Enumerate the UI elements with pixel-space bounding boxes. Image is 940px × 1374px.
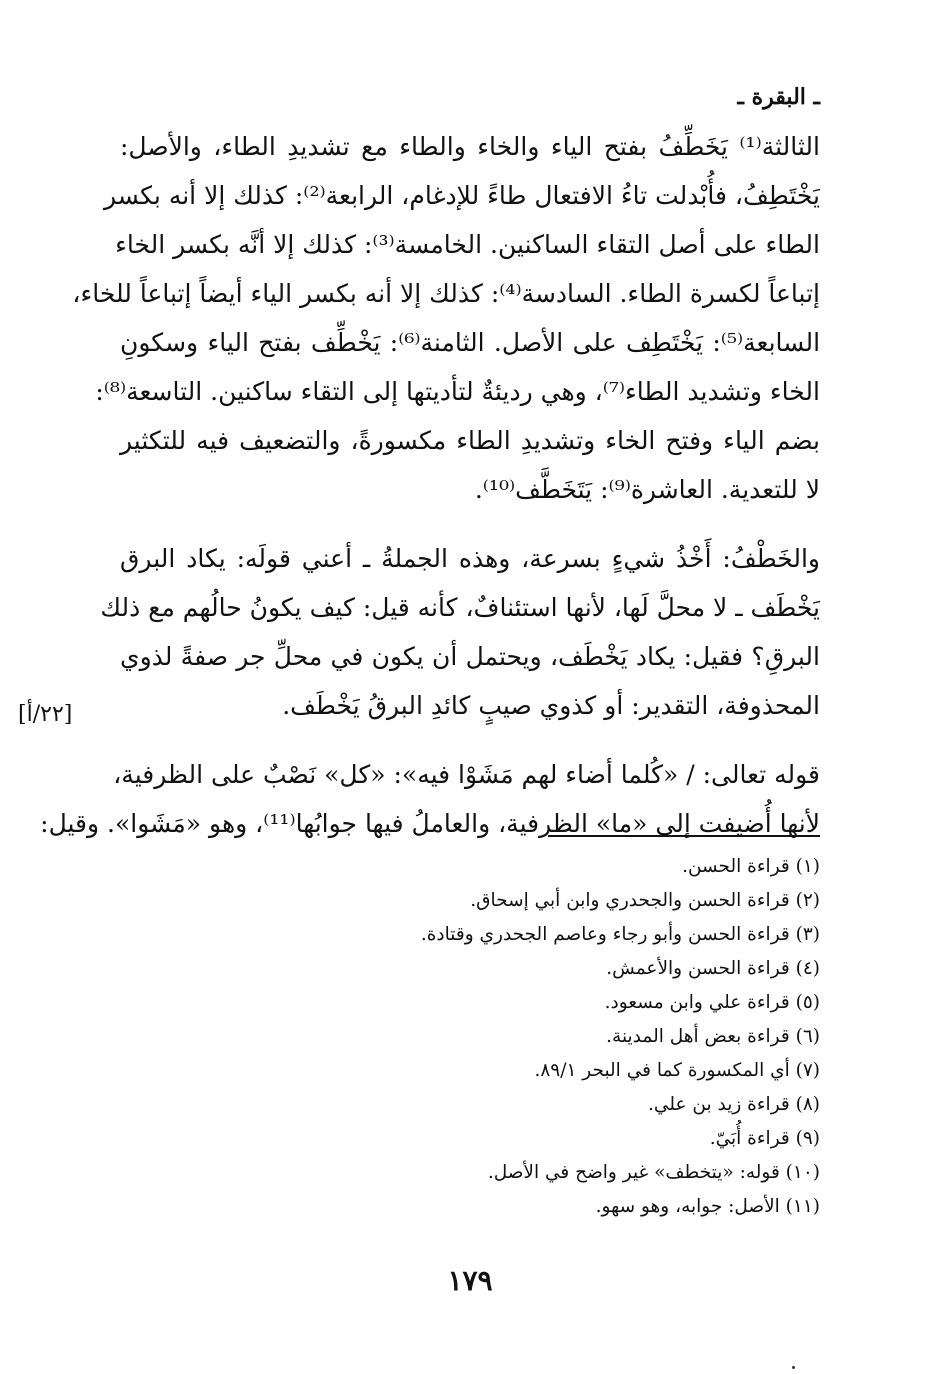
footnote: (١٠) قوله: «يتخطف» غير واضح في الأصل.: [487, 1162, 820, 1183]
text-line: الخاء وتشديد الطاء⁽⁷⁾، وهي رديئةٌ لتأديتها إلى التقاء ساكنين. التاسعة⁽⁸⁾:: [95, 377, 820, 406]
scan-speck: [792, 1366, 795, 1369]
text-line: إتباعاً لكسرة الطاء. السادسة⁽⁴⁾: كذلك إلا أنه بكسر الياء أيضاً إتباعاً للخاء،: [72, 279, 820, 308]
text-line: الثالثة⁽¹⁾ يَخَطِّفُ بفتح الياء والخاء والطاء مع تشديدِ الطاء، والأصل:: [120, 132, 820, 161]
footnote: (١١) الأصل: جوابه، وهو سهو.: [595, 1196, 820, 1217]
footnote: (٤) قراءة الحسن والأعمش.: [606, 958, 820, 979]
text-line: البرقِ؟ فقيل: يكاد يَخْطَف، ويحتمل أن يكون في محلِّ جر صفةً لذوي: [120, 642, 820, 671]
paragraph-1: [72, 122, 821, 514]
footnote: (٨) قراءة زيد بن علي.: [648, 1094, 820, 1115]
paragraph-3: [40, 750, 820, 848]
text-line: الطاء على أصل التقاء الساكنين. الخامسة⁽³⁾: كذلك إلا أنَّه بكسر الخاء: [115, 230, 820, 259]
footnote: (٩) قراءة أُبَيّ.: [709, 1128, 820, 1149]
running-header: ـ البقرة ـ: [737, 84, 820, 110]
footnote: (٢) قراءة الحسن والجحدري وابن أبي إسحاق.: [470, 890, 820, 911]
footnote: (٥) قراءة علي وابن مسعود.: [604, 992, 820, 1013]
text-line: والخَطْفُ: أَخْذُ شيءٍ بسرعة، وهذه الجملةُ ـ أعني قولَه: يكاد البرق: [120, 544, 820, 573]
footnote: (١) قراءة الحسن.: [682, 856, 820, 877]
text-line: السابعة⁽⁵⁾: يَخْتَطِف على الأصل. الثامنة⁽⁶⁾: يَخْطِّف بفتح الياء وسكونِ: [120, 328, 821, 357]
page-number: ١٧٩: [447, 1264, 493, 1297]
footnote: (٧) أي المكسورة كما في البحر ٨٩/١.: [534, 1060, 820, 1081]
text-line: قوله تعالى: / «كُلما أضاء لهم مَشَوْا فيه»: «كل» نَصْبٌ على الظرفية،: [113, 760, 820, 789]
text-line: لأنها أُضيفت إلى «ما» الظرفية، والعاملُ فيها جوابُها⁽¹¹⁾، وهو «مَشَوا». وقيل:: [40, 809, 820, 838]
footnote: (٣) قراءة الحسن وأبو رجاء وعاصم الجحدري وقتادة.: [420, 924, 820, 945]
paragraph-2: [100, 534, 820, 730]
text-line: المحذوفة، التقدير: أو كذوي صيبٍ كائدِ البرقُ يَخْطَف.: [282, 691, 820, 720]
footnotes-list: [120, 850, 820, 1224]
text-line: لا للتعدية. العاشرة⁽⁹⁾: يَتَخَطَّف⁽¹⁰⁾.: [474, 475, 820, 504]
footnote-separator: [548, 835, 820, 837]
manuscript-folio-marker: [٢٢/أ]: [18, 702, 73, 727]
paragraph-gap: [120, 514, 820, 534]
paragraph-gap: [120, 730, 820, 750]
text-line: يَخْتَطِفُ، فأُبْدلت تاءُ الافتعال طاءً للإدغام، الرابعة⁽²⁾: كذلك إلا أنه بكسر: [104, 181, 820, 210]
text-line: يَخْطَف ـ لا محلَّ لَها، لأنها استئنافٌ، كأنه قيل: كيف يكونُ حالُهم مع ذلك: [100, 593, 820, 622]
text-line: بضم الياء وفتح الخاء وتشديدِ الطاء مكسورةً، والتضعيف فيه للتكثير: [120, 426, 820, 455]
footnote: (٦) قراءة بعض أهل المدينة.: [606, 1026, 820, 1047]
